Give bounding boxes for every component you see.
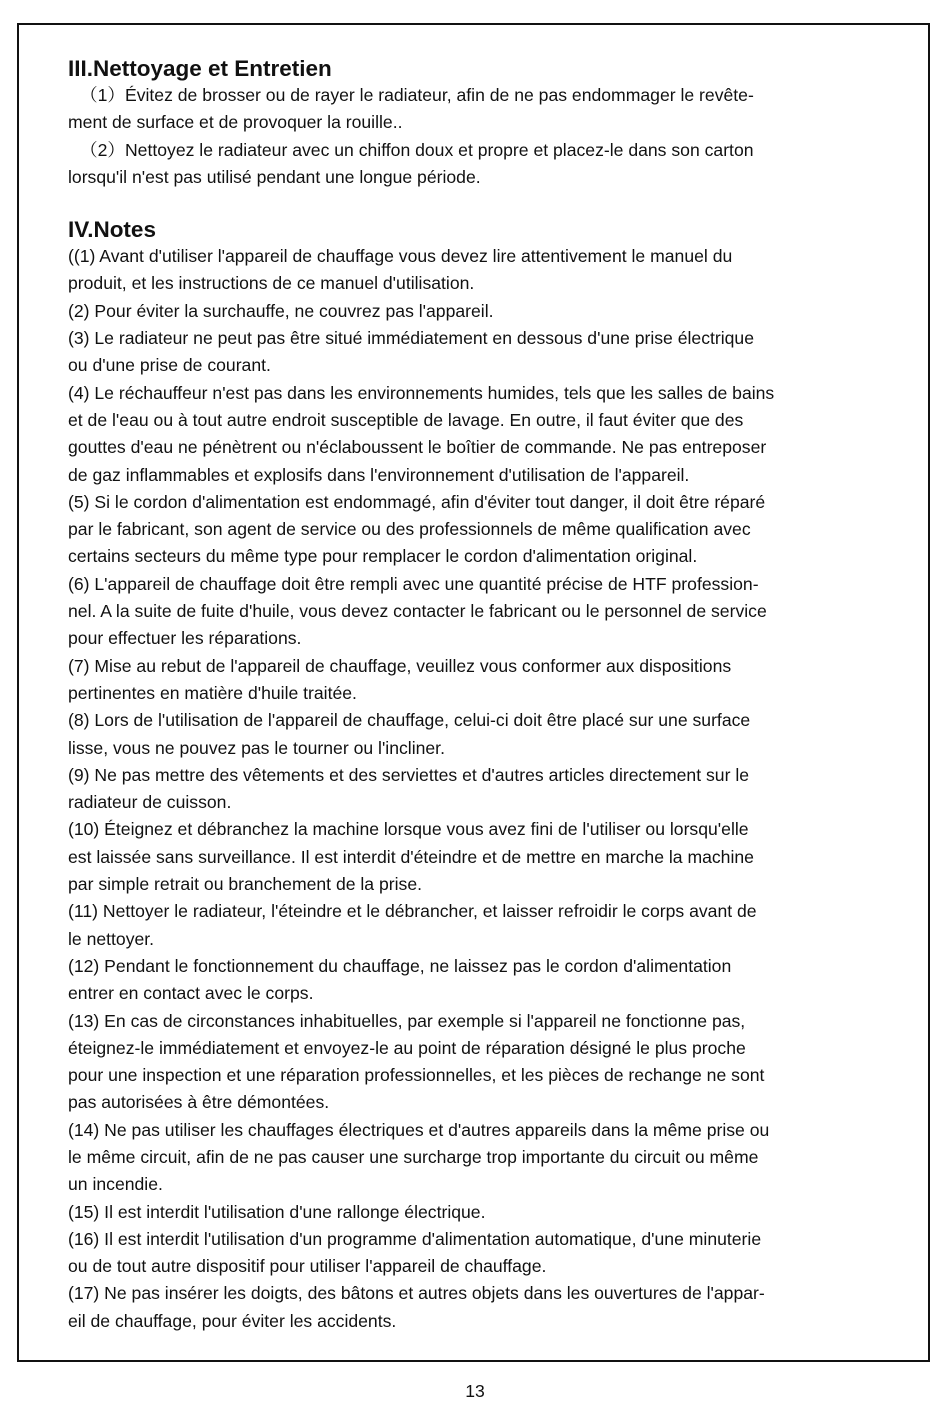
note-line: produit, et les instructions de ce manuel d'utilisation. (68, 273, 475, 294)
note-line: (2) Pour éviter la surchauffe, ne couvrez pas l'appareil. (68, 300, 494, 321)
cleaning-line: （1）Évitez de brosser ou de rayer le radiateur, afin de ne pas endommager le revête- (80, 85, 754, 105)
note-line: entrer en contact avec le corps. (68, 983, 314, 1004)
note-line: par simple retrait ou branchement de la prise. (68, 874, 423, 895)
cleaning-line: ment de surface et de provoquer la rouille.. (68, 112, 403, 133)
note-line: (6) L'appareil de chauffage doit être rempli avec une quantité précise de HTF profession- (68, 573, 759, 594)
note-line: ou de tout autre dispositif pour utiliser l'appareil de chauffage. (68, 1256, 547, 1277)
note-line: est laissée sans surveillance. Il est interdit d'éteindre et de mettre en marche la machine (68, 846, 754, 867)
note-line: le nettoyer. (68, 928, 155, 949)
note-line: (9) Ne pas mettre des vêtements et des serviettes et d'autres articles directement sur le (68, 764, 750, 785)
note-line: le même circuit, afin de ne pas causer une surcharge trop importante du circuit ou même (68, 1146, 759, 1167)
cleaning-line: （2）Nettoyez le radiateur avec un chiffon doux et propre et placez-le dans son carton (80, 139, 754, 160)
note-line: (17) Ne pas insérer les doigts, des bâtons et autres objets dans les ouvertures de l'appar- (68, 1283, 765, 1304)
note-line: radiateur de cuisson. (68, 792, 232, 813)
note-line: (12) Pendant le fonctionnement du chauffage, ne laissez pas le cordon d'alimentation (68, 955, 732, 976)
notes-list (68, 243, 890, 1335)
page-content (68, 55, 890, 1335)
note-line: lisse, vous ne pouvez pas le tourner ou l'incliner. (68, 737, 445, 758)
note-line: (11) Nettoyer le radiateur, l'éteindre et le débrancher, et laisser refroidir le corps avant de (68, 901, 757, 922)
note-line: (13) En cas de circonstances inhabituelles, par exemple si l'appareil ne fonctionne pas, (68, 1010, 746, 1031)
note-line: (14) Ne pas utiliser les chauffages électriques et d'autres appareils dans la même prise ou (68, 1119, 770, 1140)
note-line: ((1) Avant d'utiliser l'appareil de chauffage vous devez lire attentivement le manuel du (68, 246, 733, 267)
note-line: pertinentes en matière d'huile traitée. (68, 682, 357, 703)
note-line: (10) Éteignez et débranchez la machine lorsque vous avez fini de l'utiliser ou lorsqu'elle (68, 819, 749, 840)
note-line: nel. A la suite de fuite d'huile, vous devez contacter le fabricant ou le personnel de service (68, 601, 767, 622)
note-line: pas autorisées à être démontées. (68, 1092, 330, 1113)
note-line: éteignez-le immédiatement et envoyez-le au point de réparation désigné le plus proche (68, 1037, 746, 1058)
note-line: par le fabricant, son agent de service ou des professionnels de même qualification avec (68, 519, 751, 540)
section-title-notes: IV.Notes (68, 217, 156, 243)
note-line: (4) Le réchauffeur n'est pas dans les environnements humides, tels que les salles de bains (68, 382, 775, 403)
note-line: et de l'eau ou à tout autre endroit susceptible de lavage. En outre, il faut éviter que des (68, 409, 744, 430)
note-line: gouttes d'eau ne pénètrent ou n'éclaboussent le boîtier de commande. Ne pas entreposer (68, 437, 767, 458)
note-line: eil de chauffage, pour éviter les accidents. (68, 1310, 397, 1331)
page-number: 13 (465, 1381, 485, 1401)
section-spacer (68, 191, 890, 216)
note-line: (8) Lors de l'utilisation de l'appareil de chauffage, celui-ci doit être placé sur une surface (68, 710, 751, 731)
note-line: (3) Le radiateur ne peut pas être situé immédiatement en dessous d'une prise électrique (68, 328, 755, 349)
note-line: de gaz inflammables et explosifs dans l'environnement d'utilisation de l'appareil. (68, 464, 690, 485)
note-line: (15) Il est interdit l'utilisation d'une rallonge électrique. (68, 1201, 486, 1222)
cleaning-line: lorsqu'il n'est pas utilisé pendant une longue période. (68, 166, 481, 187)
note-line: (16) Il est interdit l'utilisation d'un programme d'alimentation automatique, d'une minuterie (68, 1228, 762, 1249)
section-title-cleaning: III.Nettoyage et Entretien (68, 56, 332, 81)
note-line: pour une inspection et une réparation professionnelles, et les pièces de rechange ne sont (68, 1065, 765, 1086)
note-line: (7) Mise au rebut de l'appareil de chauffage, veuillez vous conformer aux dispositions (68, 655, 732, 676)
note-line: ou d'une prise de courant. (68, 355, 271, 376)
note-line: pour effectuer les réparations. (68, 628, 302, 649)
note-line: certains secteurs du même type pour remplacer le cordon d'alimentation original. (68, 546, 698, 567)
note-line: un incendie. (68, 1174, 163, 1195)
note-line: (5) Si le cordon d'alimentation est endommagé, afin d'éviter tout danger, il doit être réparé (68, 491, 766, 512)
